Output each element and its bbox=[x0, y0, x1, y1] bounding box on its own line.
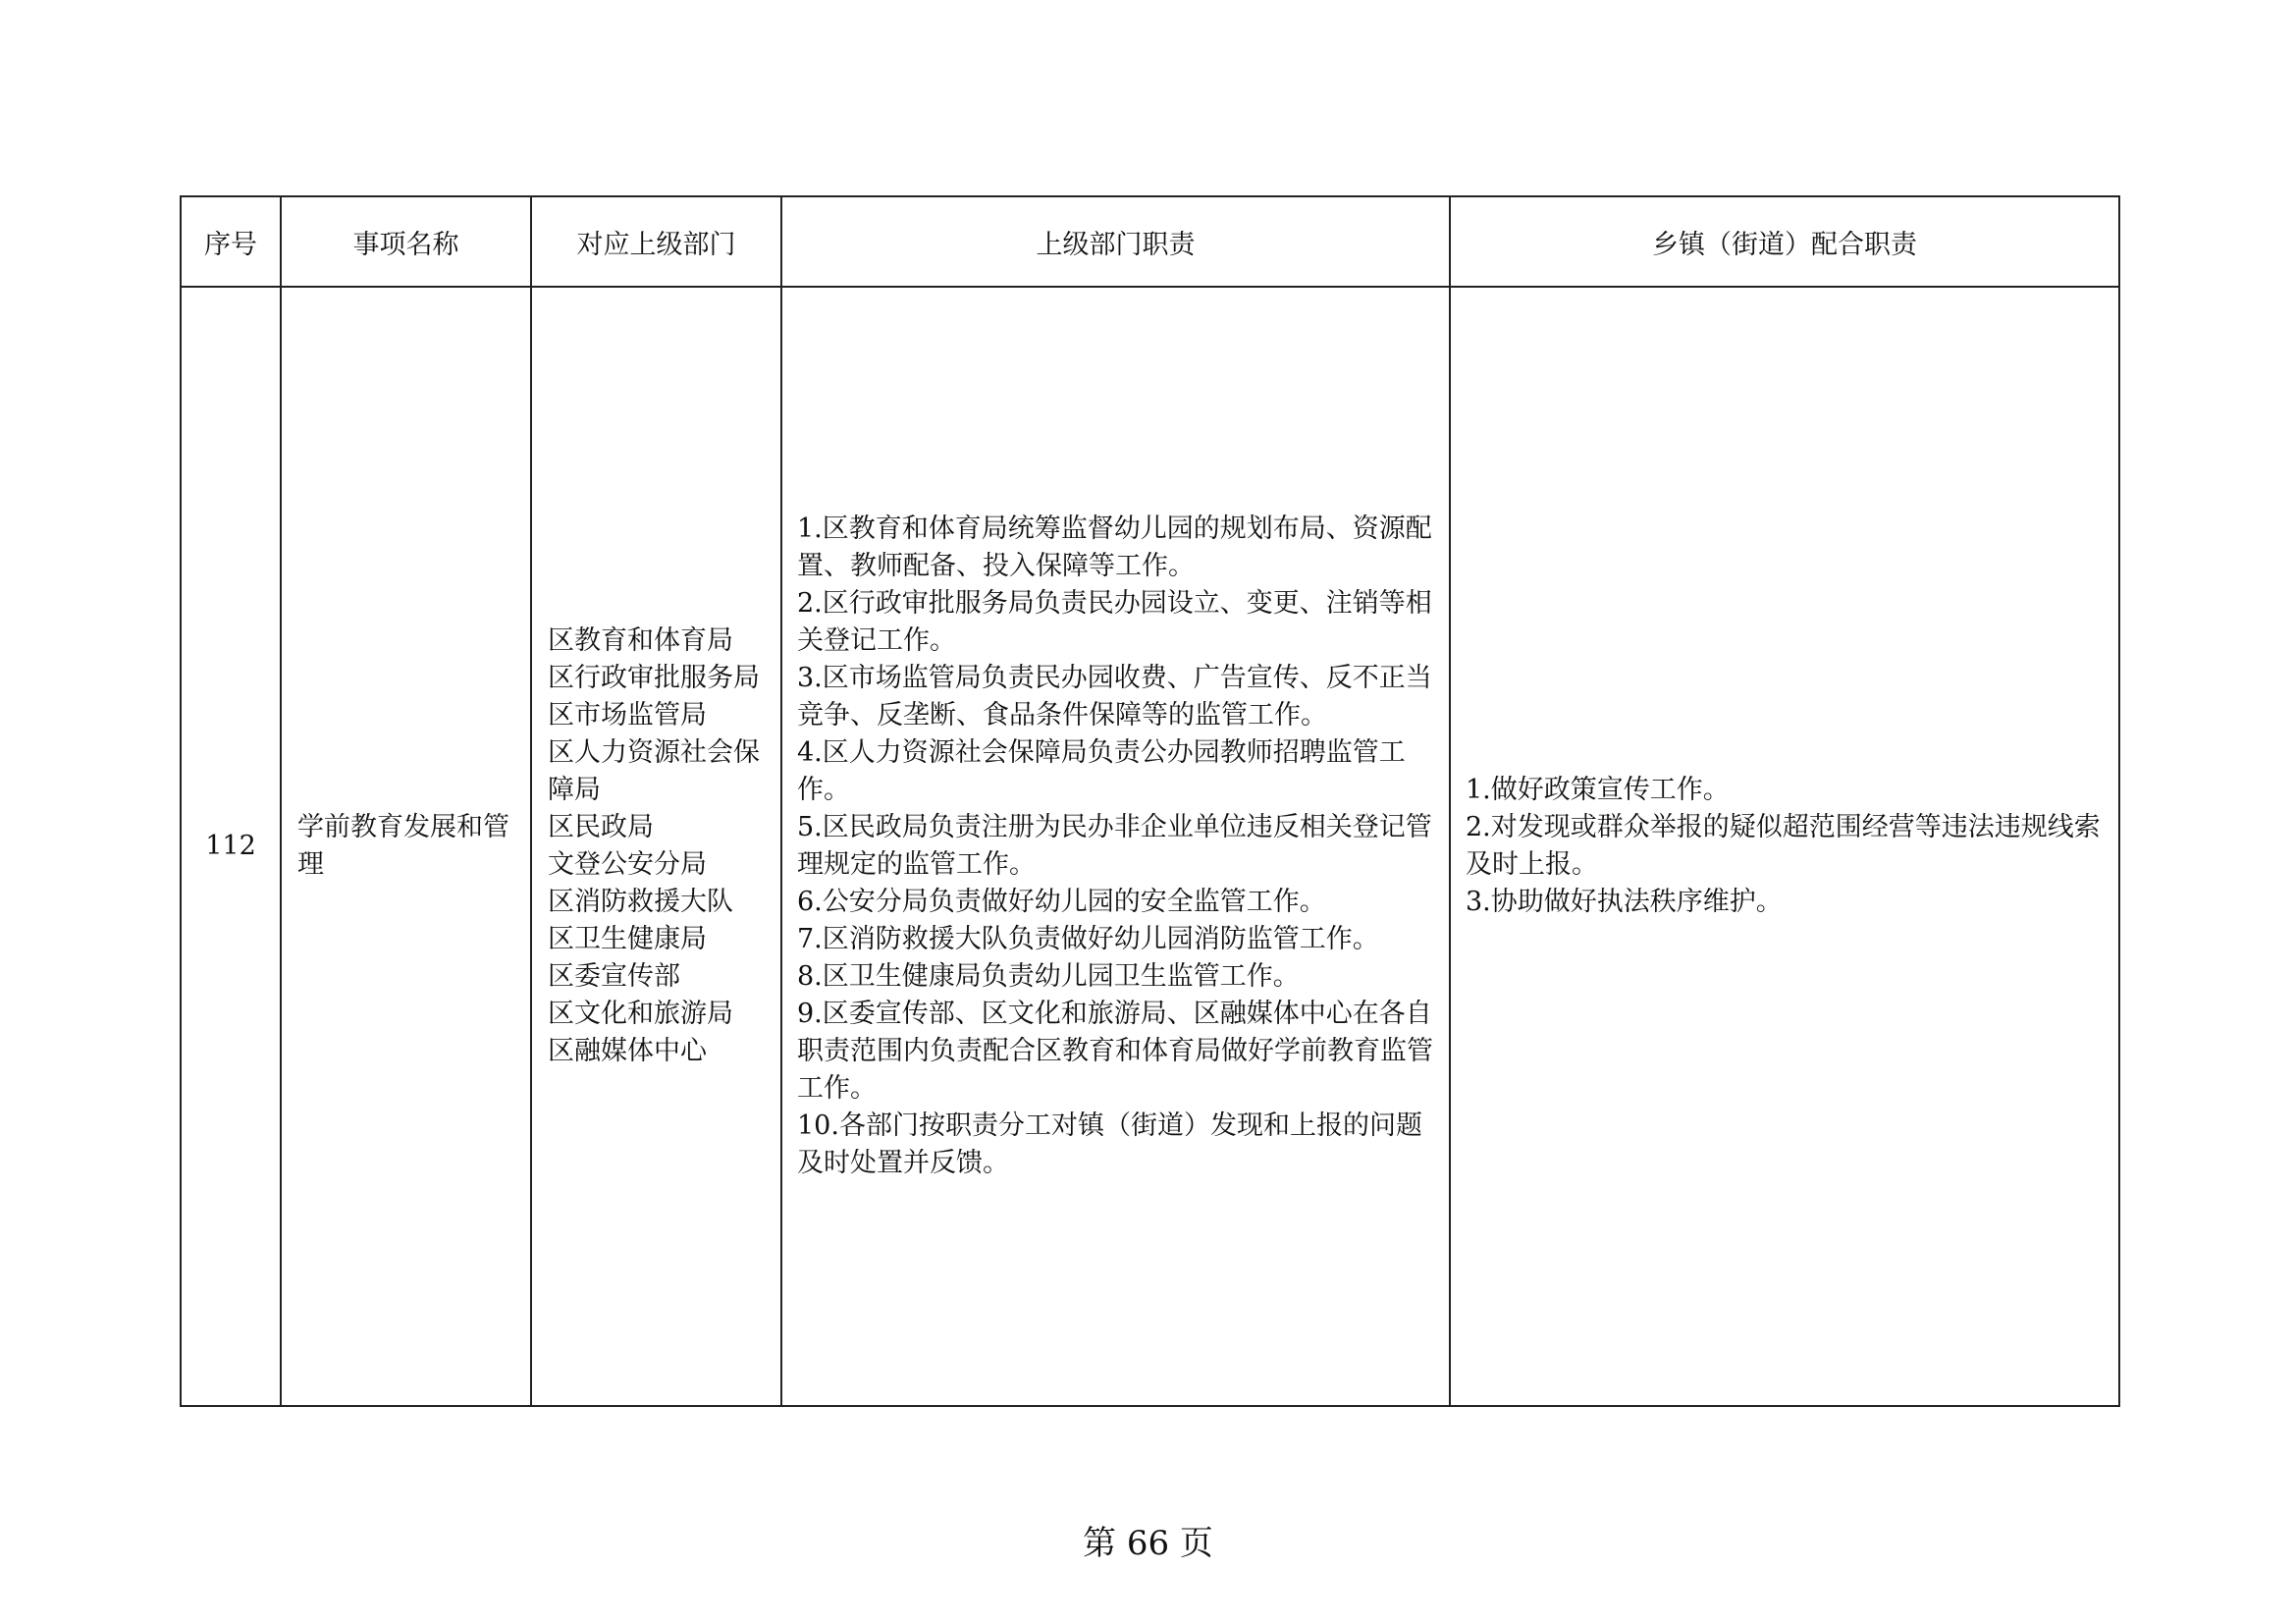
department-line: 区市场监管局 bbox=[548, 700, 707, 731]
duty-item: 5.区民政局负责注册为民办非企业单位违反相关登记管理规定的监管工作。 bbox=[797, 812, 1432, 880]
row-index: 112 bbox=[181, 287, 281, 1406]
row-department-duties bbox=[781, 287, 1450, 1406]
duty-item: 2.区行政审批服务局负责民办园设立、变更、注销等相关登记工作。 bbox=[797, 588, 1432, 656]
department-line: 区行政审批服务局 bbox=[548, 663, 760, 693]
town-duty-item: 2.对发现或群众举报的疑似超范围经营等违法违规线索及时上报。 bbox=[1466, 812, 2101, 880]
row-item-name: 学前教育发展和管理 bbox=[281, 287, 531, 1406]
row-departments bbox=[531, 287, 781, 1406]
header-index: 序号 bbox=[181, 196, 281, 287]
table-header-row bbox=[181, 196, 2119, 287]
duty-item: 3.区市场监管局负责民办园收费、广告宣传、反不正当竞争、反垄断、食品条件保障等的监管工作。 bbox=[797, 663, 1432, 731]
table-row bbox=[181, 287, 2119, 1406]
header-item-name: 事项名称 bbox=[281, 196, 531, 287]
duty-item: 10.各部门按职责分工对镇（街道）发现和上报的问题及时处置并反馈。 bbox=[797, 1110, 1422, 1178]
department-line: 文登公安分局 bbox=[548, 849, 707, 880]
town-duty-item: 3.协助做好执法秩序维护。 bbox=[1466, 887, 1783, 917]
department-line: 区融媒体中心 bbox=[548, 1036, 707, 1066]
department-line: 区教育和体育局 bbox=[548, 625, 733, 656]
header-town-duties: 乡镇（街道）配合职责 bbox=[1450, 196, 2119, 287]
header-department-duties: 上级部门职责 bbox=[781, 196, 1450, 287]
department-line: 区文化和旅游局 bbox=[548, 999, 733, 1029]
duty-item: 9.区委宣传部、区文化和旅游局、区融媒体中心在各自职责范围内负责配合区教育和体育局做好学前教育监管工作。 bbox=[797, 999, 1433, 1104]
row-town-duties bbox=[1450, 287, 2119, 1406]
town-duty-item: 1.做好政策宣传工作。 bbox=[1466, 775, 1730, 805]
duty-item: 8.区卫生健康局负责幼儿园卫生监管工作。 bbox=[797, 961, 1300, 992]
duty-item: 6.公安分局负责做好幼儿园的安全监管工作。 bbox=[797, 887, 1326, 917]
duty-item: 1.区教育和体育局统筹监督幼儿园的规划布局、资源配置、教师配备、投入保障等工作。 bbox=[797, 514, 1432, 581]
duty-item: 4.区人力资源社会保障局负责公办园教师招聘监管工作。 bbox=[797, 737, 1406, 805]
responsibility-table bbox=[180, 195, 2120, 1407]
header-department: 对应上级部门 bbox=[531, 196, 781, 287]
duty-item: 7.区消防救援大队负责做好幼儿园消防监管工作。 bbox=[797, 924, 1379, 954]
page-number: 第 66 页 bbox=[1083, 1524, 1213, 1563]
department-line: 区卫生健康局 bbox=[548, 924, 707, 954]
department-line: 区人力资源社会保障局 bbox=[548, 737, 760, 805]
department-line: 区民政局 bbox=[548, 812, 654, 842]
department-line: 区消防救援大队 bbox=[548, 887, 733, 917]
department-line: 区委宣传部 bbox=[548, 961, 680, 992]
